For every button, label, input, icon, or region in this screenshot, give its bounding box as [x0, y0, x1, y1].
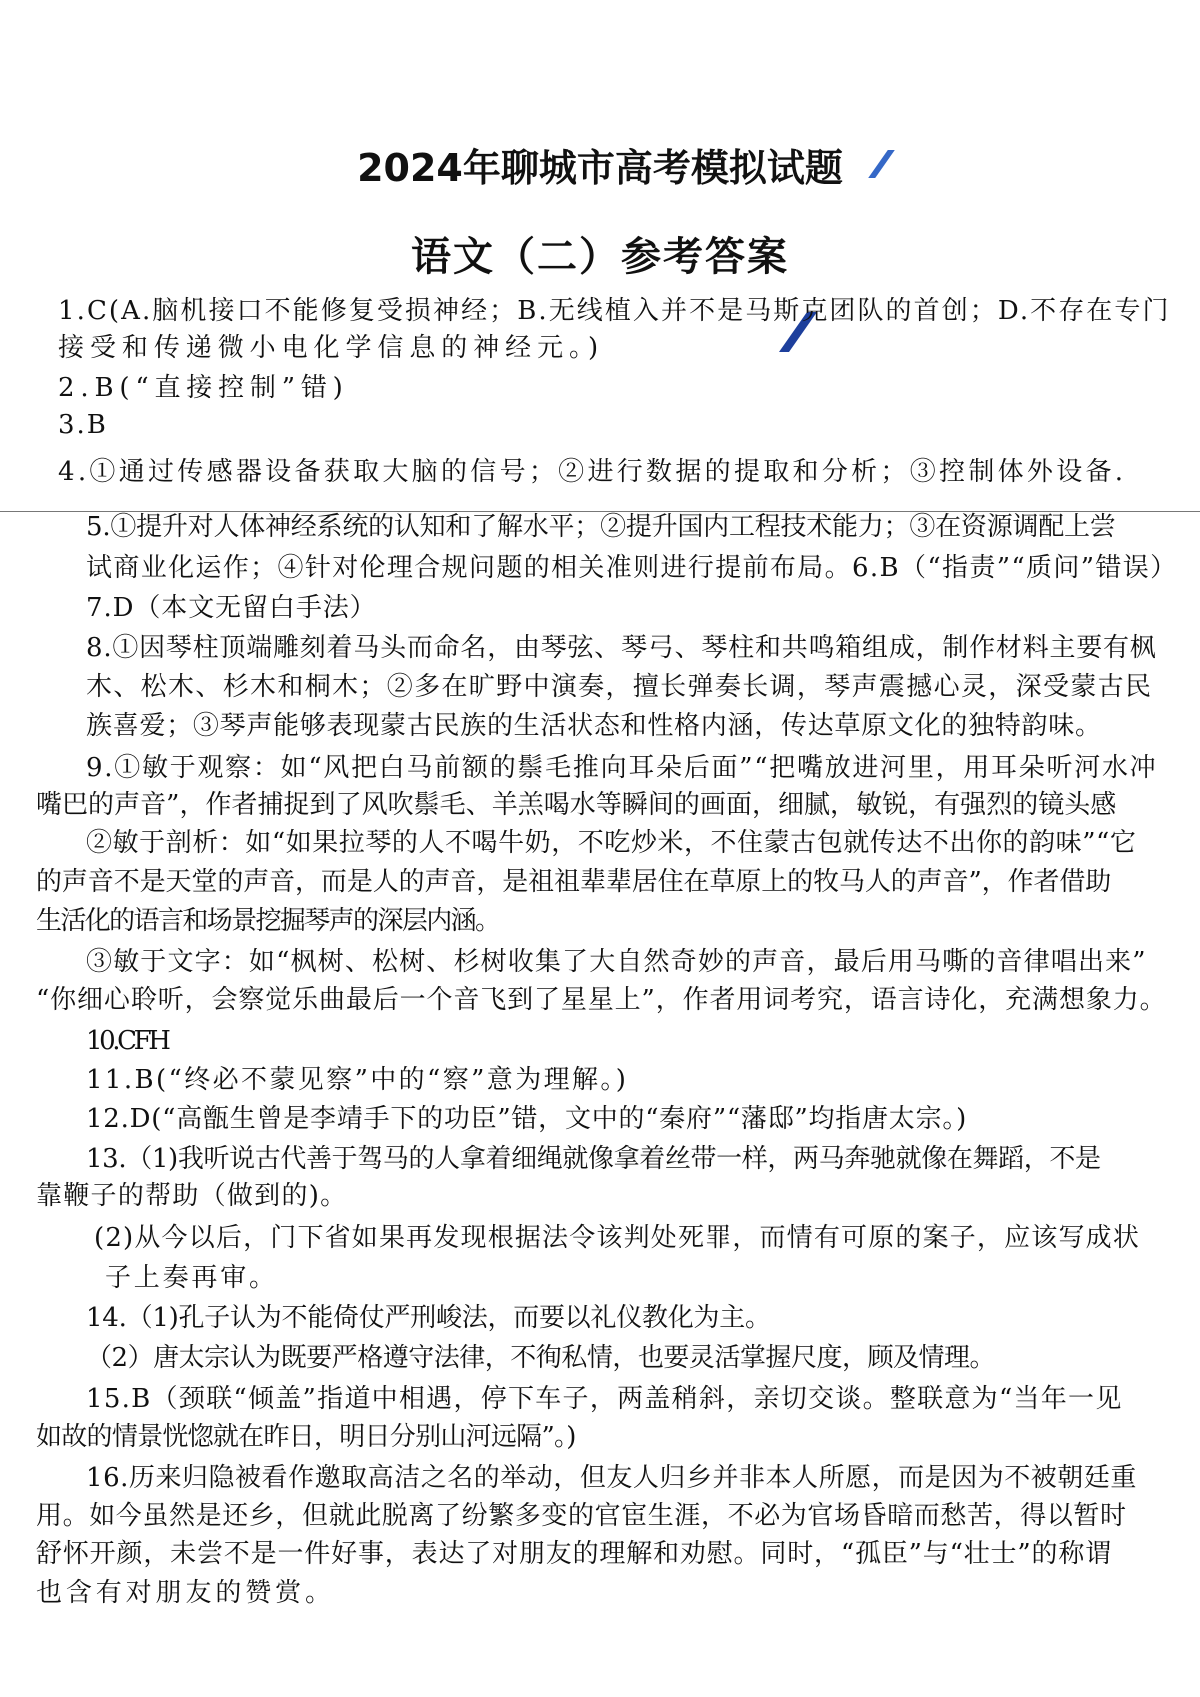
answer-line: 15.B（颈联“倾盖”指道中相遇，停下车子，两盖稍斜，亲切交谈。整联意为“当年一见 — [86, 1384, 1123, 1414]
answer-line: 试商业化运作；④针对伦理合规问题的相关准则进行提前布局。6.B（“指责”“质问”错误） — [86, 553, 1178, 583]
answer-line: 族喜爱；③琴声能够表现蒙古民族的生活状态和性格内涵，传达草原文化的独特韵味。 — [86, 711, 1102, 741]
page-subtitle: 语文（二）参考答案 — [411, 234, 789, 280]
answer-line: (2)从今以后，门下省如果再发现根据法令该判处死罪，而情有可原的案子，应该写成状 — [94, 1223, 1141, 1253]
answer-line: 3.B — [58, 410, 108, 440]
answer-line: 靠鞭子的帮助（做到的)。 — [36, 1181, 348, 1211]
answer-line: ②敏于剖析：如“如果拉琴的人不喝牛奶，不吃炒米，不住蒙古包就传达不出你的韵味”“它 — [86, 828, 1137, 858]
answer-line: 用。如今虽然是还乡，但就此脱离了纷繁多变的官宦生涯，不必为官场昏暗而愁苦，得以暂时 — [36, 1501, 1127, 1531]
answer-line: 13.（1)我听说古代善于驾马的人拿着细绳就像拿着丝带一样，两马奔驰就像在舞蹈，不是 — [86, 1144, 1101, 1174]
page-title: 2024年聊城市高考模拟试题 — [357, 146, 843, 190]
answer-line: “你细心聆听，会察觉乐曲最后一个音飞到了星星上”，作者用词考究，语言诗化，充满想象力。 — [36, 985, 1167, 1015]
answer-line: 生活化的语言和场景挖掘琴声的深层内涵。 — [36, 906, 500, 936]
answer-line: ③敏于文字：如“枫树、松树、杉树收集了大自然奇妙的声音，最后用马嘶的音律唱出来” — [86, 947, 1147, 977]
answer-line: 11.B(“终必不蒙见察”中的“察”意为理解。) — [86, 1065, 629, 1095]
answer-line: 子上奏再审。 — [105, 1263, 278, 1293]
answer-line: 8.①因琴柱顶端雕刻着马头而命名，由琴弦、琴弓、琴柱和共鸣箱组成，制作材料主要有枫 — [86, 633, 1157, 663]
answer-line: 木、松木、杉木和桐木；②多在旷野中演奏，擅长弹奏长调，琴声震撼心灵，深受蒙古民 — [86, 672, 1153, 702]
answer-line: 的声音不是天堂的声音，而是人的声音，是祖祖辈辈居住在草原上的牧马人的声音”，作者借助 — [36, 867, 1112, 897]
answer-line: 2.B(“直接控制”错) — [58, 373, 349, 403]
answer-line: 舒怀开颜，未尝不是一件好事，表达了对朋友的理解和劝慰。同时，“孤臣”与“壮士”的称谓 — [36, 1539, 1112, 1569]
answer-line: 10.CFH — [86, 1026, 168, 1056]
answer-line: 接受和传递微小电化学信息的神经元。) — [58, 333, 605, 363]
answer-line: （2）唐太宗认为既要严格遵守法律，不徇私情，也要灵活掌握尺度，顾及情理。 — [86, 1343, 996, 1373]
answer-line: 1.C(A.脑机接口不能修复受损神经；B.无线植入并不是马斯克团队的首创；D.不存在专门 — [58, 296, 1171, 326]
answer-line: 5.①提升对人体神经系统的认知和了解水平；②提升国内工程技术能力；③在资源调配上尝 — [86, 512, 1116, 542]
answer-line: 如故的情景恍惚就在昨日，明日分别山河远隔”。) — [36, 1422, 576, 1452]
answer-line: 也含有对朋友的赞赏。 — [36, 1578, 335, 1608]
answer-line: 9.①敏于观察：如“风把白马前额的鬃毛推向耳朵后面”“把嘴放进河里，用耳朵听河水冲 — [86, 753, 1158, 783]
answer-line: 7.D（本文无留白手法） — [86, 593, 377, 623]
answer-line: 4.①通过传感器设备获取大脑的信号；②进行数据的提取和分析；③控制体外设备. — [58, 457, 1127, 487]
answer-line: 12.D(“高甑生曾是李靖手下的功臣”错，文中的“秦府”“藩邸”均指唐太宗。) — [86, 1104, 967, 1134]
answer-line: 16.历来归隐被看作邀取高洁之名的举动，但友人归乡并非本人所愿，而是因为不被朝廷重 — [86, 1463, 1137, 1493]
answer-line: 嘴巴的声音”，作者捕捉到了风吹鬃毛、羊羔喝水等瞬间的画面，细腻，敏锐，有强烈的镜头感 — [36, 790, 1117, 820]
answer-line: 14.（1)孔子认为不能倚仗严刑峻法，而要以礼仪教化为主。 — [86, 1303, 771, 1333]
